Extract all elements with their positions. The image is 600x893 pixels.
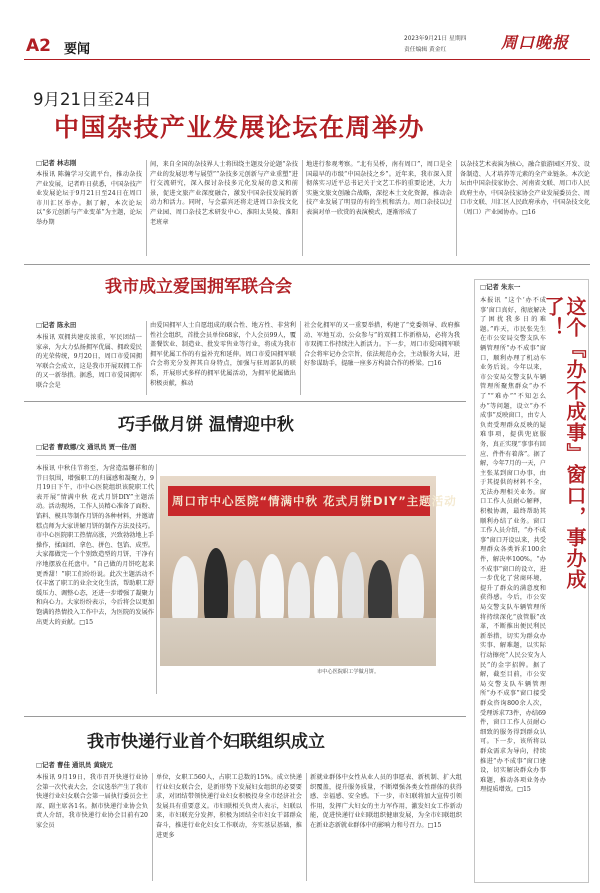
- article1-byline-text: 记者 林志刚: [42, 159, 77, 167]
- side-headline: 这个『办不成事』窗口，事办成了！: [541, 296, 587, 590]
- section-divider: [24, 401, 466, 402]
- photo-figure: [342, 552, 364, 624]
- photo-figure: [204, 548, 228, 624]
- article1-body-col3: 地进行参观考察。“北有吴桥，南有周口”，周口是全国最早的市级“中国杂技之乡”。近年来，我市深入贯彻落实习近平总书记关于文艺工作的重要论述，大力实施文旅文创融合战略，深挖本土文化资源，推动杂技产业发展了明显的有的生机和活力。周口杂技以过表演对单一欣赏的表演模式，逐渐形成了: [306, 161, 452, 216]
- article3-photo: [160, 476, 457, 666]
- photo-figure: [234, 560, 256, 624]
- newspaper-logo-text: 周口晚报: [500, 32, 569, 52]
- column-rule: [156, 464, 157, 694]
- photo-figure: [314, 556, 338, 624]
- article1-deck: 9月21日至24日: [33, 90, 152, 109]
- photo-figure: [288, 562, 310, 624]
- article4-body-col1: 本报讯 9月19日，我市召开快递行业协会第一次代表大会，会议选举产生了我市快递行业妇女联合会第一届执行委员会主席、副主席各1名。据市快递行业协会负责人介绍，我市快递行业协会目前有20家会员: [36, 774, 148, 829]
- header-rule: [24, 59, 590, 60]
- article3-byline: □记者 曹政娜/文 通讯员 贾一佳/图: [36, 443, 137, 451]
- side-byline: □记者 朱东一: [480, 283, 521, 291]
- editor-credits: 责任编辑 黄金红: [404, 47, 447, 53]
- article4-headline: 我市快递行业首个妇联组织成立: [87, 732, 325, 752]
- column-rule: [146, 321, 147, 395]
- article1-headline: 中国杂技产业发展论坛在周举办: [54, 113, 426, 142]
- section-divider: [24, 264, 590, 265]
- column-rule: [146, 160, 147, 256]
- article1-byline: □记者 林志刚: [36, 159, 77, 167]
- photo-figure: [172, 556, 198, 626]
- article1-body-col1: 本报讯 陈瀚学习交流平台，推动杂技产业发展，记者昨日获悉，中国杂技产业发展论坛于9月21日至24日在周口市川汇区举办。据了解，本次论坛以“多元创新与产业变革”为主题，论坛举办期: [36, 171, 142, 226]
- photo-figure: [398, 554, 424, 624]
- photo-table: [160, 618, 436, 666]
- issue-date: 2023年9月21日 星期四: [404, 36, 467, 42]
- article1-body-col2: 间，来自全国的杂技界人士将围绕主题及分论题“杂技产业的发展思考与展望”“杂技多元创新与产业重塑”进行交流研究，深入探讨杂技多元化发展的意义和前景，促进文旅产业深度融合，激发中国杂技发展的新动力和活力。同时，与会嘉宾还将走进周口杂技文化产业园、周口杂技艺术研发中心、淮阳太昊陵、淮阳老班章: [150, 161, 298, 226]
- side-byline-text: 记者 朱东一: [486, 283, 521, 291]
- column-rule: [306, 773, 307, 881]
- article2-body-col1: 本报讯 双拥共建皮浓重，军民团结一家亲，为大力弘扬拥军优属、拥政爱民的光荣传统，9月20日，周口市爱国拥军联合会成立，这是我市开展双拥工作的又一新举措。据悉，周口市爱国拥军联合会是: [36, 334, 142, 389]
- article2-byline-text: 记者 陈永田: [42, 321, 77, 329]
- article2-body-col2: 由爱国拥军人士自愿组成的联合性、地方性、非营利性社会组织，首批会员单位68家，个人会员99人，覆盖餐饮业、制造业、批发零售业等行业，将成为我市拥军优属工作的有益补充和延伸。周口市爱国拥军联合会将充分发挥其自身特点，加强与驻周部队的联系，开展形式多样的拥军优属活动，为拥军优属做出积极贡献，推动: [150, 322, 296, 387]
- article3-headline: 巧手做月饼 温情迎中秋: [118, 415, 294, 435]
- page-number: A2: [26, 36, 51, 56]
- column-rule: [302, 160, 303, 256]
- article2-headline: 我市成立爱国拥军联合会: [105, 277, 292, 297]
- article4-byline-text: 记者 曹佳 通讯员 黄晓元: [42, 761, 113, 769]
- column-rule: [456, 160, 457, 256]
- article4-byline: □记者 曹佳 通讯员 黄晓元: [36, 761, 113, 769]
- photo-banner-text: 周口市中心医院“情满中秋 花式月饼DIY”主题活动: [172, 494, 457, 508]
- photo-caption: 市中心医院职工学做月饼。: [317, 669, 380, 675]
- article4-body-col3: 新就业群体中女性从业人员的事愿表、新机制、扩大组织覆盖，提升服务质量，不断增强各类女性群体的获得感、幸福感、安全感。下一步，市妇联将加大宣传引领作用，发挥广大妇女的主力军作用，激发妇女工作新动能，促进快递行业妇联组织健康发展，为全市妇联组织在新业态新就业群体中的影响力和号召力。□15: [310, 774, 462, 829]
- side-body: 本报讯 “这个‘办不成事’窗口真好，彻底解决了困扰我多日的难题。”昨天，市民张先生在市公安局交警支队车辆管理所“办不成事”窗口，顺利办理了机动车业务后说。今年以来，市公安局交警支队车辆管理所聚焦群众“办不了”“难办”“不知怎么办”等问题，设立“办不成事”反映窗口，由专人负责受理群众反映的疑难事项，提供兜底服务，真正实现“事事有回应、件件有着落”。据了解，今年7月的一天，户主张某到窗口办事，由于其提供的材料不全，无法办理相关业务。窗口工作人员耐心解释，积极协调，最终帮助其顺利办结了业务。窗口工作人员介绍，“办不成事”窗口开设以来，共受理群众各类诉求100余件，解决率100%。“办不成事”窗口的设立，进一步优化了营商环境，提升了群众的满意度和获得感。今后，市公安局交警支队车辆管理所将持续深化“放管服”改革，不断推出便民利民新举措，切实为群众办实事、解难题，以实际行动擦亮“人民公安为人民”的金字招牌。据了解，截至目前，市公安局交警支队车辆管理所“办不成事”窗口接受群众咨询800余人次，受理诉求73件，办结69件，窗口工作人员耐心细致的服务得到群众认可。下一步，该所将以群众需求为导向，持续推进“办不成事”窗口建设，切实解决群众办事难题，推动各项业务办理提质增效。□15: [480, 297, 546, 794]
- article3-byline-text: 记者 曹政娜/文 通讯员 贾一佳/图: [42, 443, 137, 451]
- article3-body: 本报讯 中秋佳节将至，为营造温馨祥和的节日氛围，增强职工的归属感和凝聚力，9月19日下午，市中心医院组织该院职工代表开展“情满中秋 花式月饼DIY”主题活动。活动现场，工作人员精心准备了面粉、馅料、模具等制作月饼的各种材料，并邀请糕点师为大家讲解月饼的制作方法及技巧。市中心医院职工热情高涨，兴致勃勃地上手操作，揉面团、拿色、拼色、包馅、成型。大家都做完一个个别致造型的月饼，干净有序地摆放在托盘中。“自己做的月饼吃起来更香甜！”职工们纷纷说。此次主题活动不仅丰富了职工的业余文化生活，帮助职工舒缓压力、调整心态，还进一步增强了凝聚力和向心力。大家纷纷表示，今后将会以更加饱满的热情投入工作中去，为医院的发展作出更大的贡献。□15: [36, 465, 154, 626]
- article2-body-col3: 社会化拥军的又一重要举措，构建了“党委领导、政府推动、军地互动、公众参与”的双拥工作新格局，必将为我市双拥工作持续注入新活力。下一步，周口市爱国拥军联合会将牢记办会宗旨，依法规范办会，主动服务大局，进好参谋助手，提融一座多方构湍合作的桥梁。□16: [304, 322, 460, 368]
- article4-body-col2: 单位，女职工560人，占职工总数的15%。成立快递行业妇女联合会，是新形势下发展妇女组织的必要要求，对团结带领快递行业妇女积极投身全市经济社会发展具有重要意义。市妇联相关负责人表示，妇联以来，市妇联充分发挥，积极为团结全市妇女干部群众奋斗，推进行业化妇女工作联动，夯实基层基础，推进更多: [156, 774, 302, 839]
- article2-byline: □记者 陈永田: [36, 321, 77, 329]
- column-rule: [152, 773, 153, 881]
- photo-figure: [368, 560, 392, 624]
- article1-body-col4: 以杂技艺术表演为核心，融合旅游园区开发、设备制造、人才培养等元素的全产业链条。本次论坛由中国杂技家协会、河南省文联、周口市人民政府主办，中国杂技家协会产业发展委员会、周口市文联、川汇区人民政府承办，中国杂技文化（周口）产业园协办。□16: [460, 161, 590, 216]
- section-divider: [24, 716, 466, 717]
- byline-rule: [36, 455, 466, 456]
- column-rule: [300, 321, 301, 395]
- section-title: 要闻: [64, 42, 91, 57]
- photo-figure: [260, 554, 284, 624]
- newspaper-logo: [491, 27, 579, 55]
